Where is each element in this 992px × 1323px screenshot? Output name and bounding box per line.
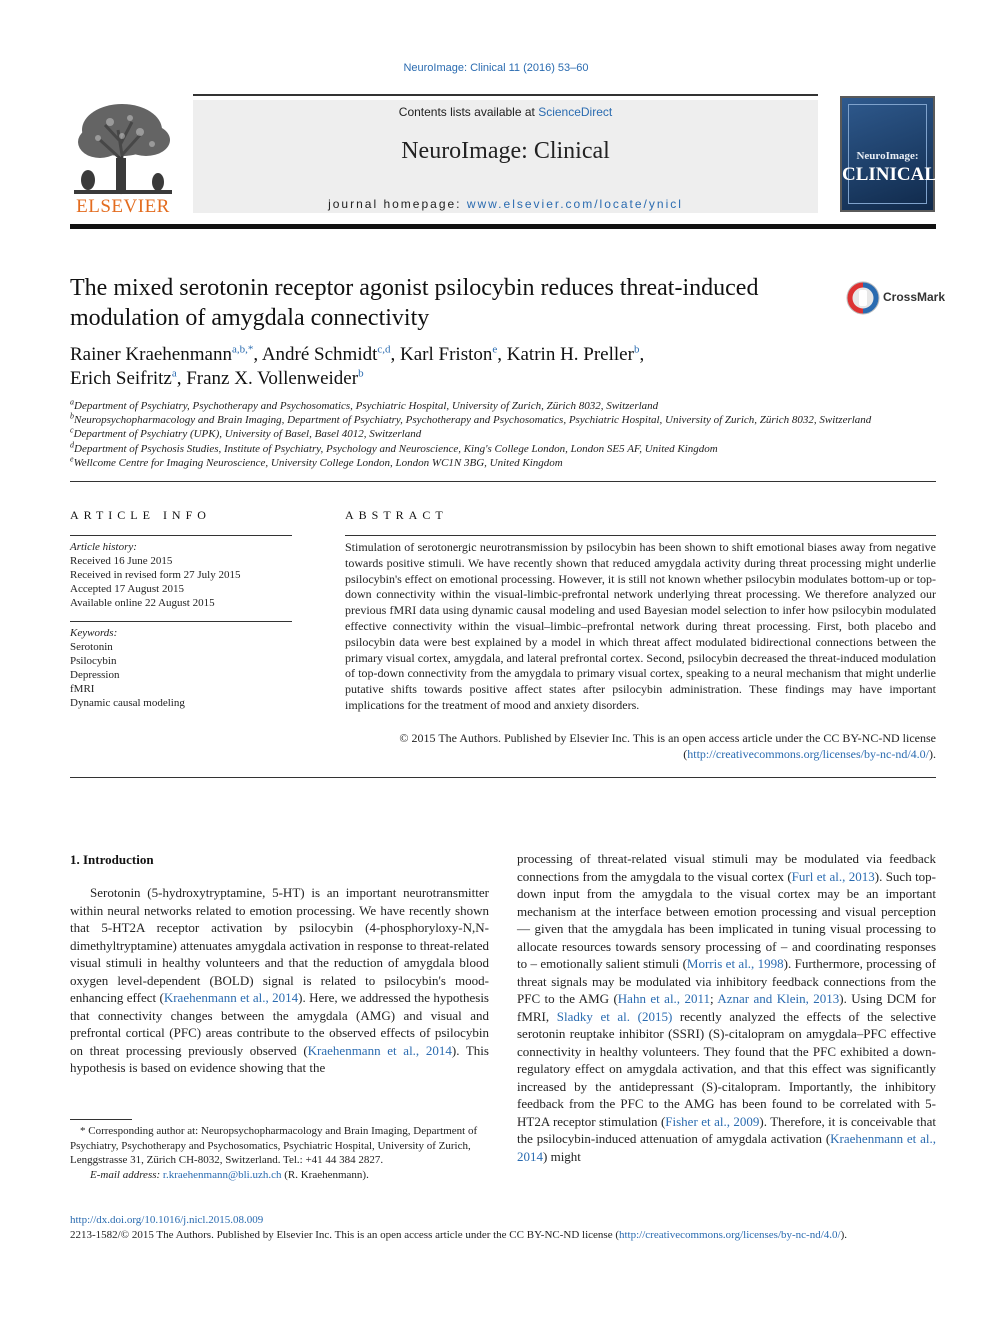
citation-link[interactable]: Furl et al., 2013: [791, 868, 875, 884]
footnote-email-line: [70, 1168, 490, 1183]
affiliation-item: [70, 399, 936, 413]
affiliation-item: [70, 456, 936, 470]
intro-right-column: [517, 850, 936, 1165]
affiliation-marker: e: [70, 454, 74, 464]
author-separator: ,: [497, 344, 507, 365]
email-label: E-mail address:: [90, 1168, 163, 1181]
affiliation-marker: d: [70, 439, 74, 449]
crossmark-label: CrossMark: [883, 290, 946, 304]
author-name[interactable]: Katrin H. Preller: [506, 344, 634, 365]
citation-link[interactable]: Morris et al., 1998: [686, 956, 784, 971]
abstract-bottom-rule: [70, 777, 936, 778]
author-separator: ,: [176, 368, 187, 389]
affiliation-marker: a: [70, 397, 74, 407]
footer-license-link[interactable]: http://creativecommons.org/licenses/by-nc-nd/4.0/: [619, 1229, 841, 1241]
sciencedirect-link[interactable]: ScienceDirect: [538, 105, 613, 119]
author-name[interactable]: Franz X. Vollenweider: [186, 368, 359, 389]
author-list: [70, 343, 936, 391]
body-text: ;: [710, 991, 718, 1006]
body-text: processing of threat-related visual stimuli may be modulated via feedback connections from the amygdala to the visual cortex (: [517, 851, 936, 884]
header-divider: [70, 224, 936, 229]
email-suffix: (R. Kraehenmann).: [281, 1168, 369, 1181]
journal-name: NeuroImage: Clinical: [401, 138, 610, 164]
crossmark-icon: [846, 281, 880, 315]
author-name[interactable]: André Schmidt: [261, 344, 378, 365]
citation-link[interactable]: Kraehenmann et al., 2014: [307, 1042, 452, 1058]
journal-cover-image: [840, 96, 938, 212]
contents-prefix: Contents lists available at: [398, 105, 539, 119]
citation-link[interactable]: Sladky et al. (2015): [556, 1008, 673, 1024]
author-affiliation-marker[interactable]: b: [358, 367, 364, 380]
citation-link[interactable]: Kraehenmann et al., 2014: [517, 1131, 936, 1164]
keywords-label: Keywords:: [70, 627, 118, 639]
affiliation-item: [70, 413, 936, 427]
article-info-heading: ARTICLE INFO: [70, 508, 211, 522]
history-item: Available online 22 August 2015: [70, 597, 215, 609]
doi-link[interactable]: http://dx.doi.org/10.1016/j.nicl.2015.08.009: [70, 1214, 264, 1226]
citation-link[interactable]: Fisher et al., 2009: [665, 1113, 760, 1129]
affiliation-text: Department of Psychiatry, Psychotherapy and Psychosomatics, Psychiatric Hospital, University of Zurich, Zürich 8032, Switzerland: [74, 400, 659, 412]
elsevier-wordmark: ELSEVIER: [76, 196, 170, 217]
email-link[interactable]: r.kraehenmann@bli.uzh.ch: [162, 1168, 282, 1181]
author-separator: ,: [253, 344, 262, 365]
body-text: recently analyzed the effects of the selective serotonin reuptake inhibitor (SSRI) (S)-citalopram on amygdala–PFC effective connectivity in healthy volunteers. They found that the PFC exhibited a down-regulatory effect on amygdala activation, and that this effect was significantly increased by the antidepressant (S)-citalopram. Importantly, the inhibitory feedback from the PFC to the AMG has been found to be correlated with 5-HT2A receptor stimulation (: [517, 1008, 936, 1129]
citation-link[interactable]: Hahn et al., 2011: [617, 991, 710, 1006]
cover-title-line2: CLINICAL: [842, 164, 938, 185]
author-affiliation-marker[interactable]: a: [171, 367, 177, 380]
footnote-rule: [70, 1119, 132, 1120]
author-name[interactable]: Erich Seifritz: [70, 368, 172, 389]
affiliation-divider: [70, 481, 936, 482]
keyword-item: Depression: [70, 669, 120, 681]
affiliation-text: Wellcome Centre for Imaging Neuroscience, University College London, London WC1N 3BG, United Kingdom: [73, 456, 563, 469]
footer-copyright: [70, 1228, 936, 1243]
body-text: ). Such top-down input from the amygdala to the visual cortex may be an important mechanism at the interface between emotion processing and visual perception — given that the amygdala has been implicated in tuning visual processing to allocate resources towards sensory processing of – and coordinating responses to – emotionally salient stimuli (: [517, 868, 937, 971]
affiliation-text: Department of Psychiatry (UPK), University of Basel, Basel 4012, Switzerland: [73, 428, 422, 441]
author-affiliation-marker[interactable]: e: [492, 343, 498, 356]
history-item: Accepted 17 August 2015: [70, 583, 184, 595]
history-label: Article history:: [70, 541, 137, 553]
journal-citation-link[interactable]: NeuroImage: Clinical 11 (2016) 53–60: [403, 62, 589, 74]
footer-copyright-text: 2213-1582/© 2015 The Authors. Published by Elsevier Inc. This is an open access article under the CC BY-NC-ND license (: [70, 1229, 619, 1241]
footnote-text: [70, 1124, 490, 1168]
body-text: Serotonin (5-hydroxytryptamine, 5-HT) is an important neurotransmitter within neural networks related to emotion processing. We have recently shown that 5-HT2A receptor activation by psilocybin (4-phosphoryloxy-N,N-dimethyltryptamine) attenuates amygdala activation in response to threat-related visual stimuli in healthy volunteers and that the reduction of amygdala blood oxygen level-dependent (BOLD) signal is related to psilocybin's mood-enhancing effect (: [70, 885, 489, 1005]
body-text: ). Furthermore, processing of threat signals may be modulated via inhibitory feedback connections from the PFC to the AMG (: [517, 956, 937, 1006]
keyword-item: Serotonin: [70, 641, 113, 653]
contents-line: [193, 105, 818, 119]
author-affiliation-marker[interactable]: b: [633, 343, 640, 356]
body-text: ) might: [543, 1148, 581, 1164]
affiliation-text: Department of Psychosis Studies, Institute of Psychiatry, Psychology and Neuroscience, King's College London, London SE5 AF, United Kingdom: [74, 442, 718, 455]
body-text: ). Here, we addressed the hypothesis that connectivity changes between the amygdala (AMG) and visual and prefrontal cortical (PFC) areas contribute to the observed effects of psilocybin on threat processing previously observed (: [70, 990, 489, 1058]
affiliation-item: [70, 439, 936, 456]
author-affiliation-marker[interactable]: c,d: [377, 343, 391, 356]
history-item: Received 16 June 2015: [70, 555, 173, 567]
history-item: Received in revised form 27 July 2015: [70, 569, 241, 581]
corresponding-author-footnote: [70, 1124, 490, 1182]
author-name[interactable]: Rainer Kraehenmann: [70, 344, 232, 365]
footnote-marker: *: [80, 1125, 86, 1137]
crossmark-button[interactable]: [846, 281, 946, 315]
homepage-prefix: journal homepage:: [328, 197, 467, 211]
affiliation-item: [70, 427, 936, 441]
keywords-rule: [70, 621, 292, 622]
body-text: ). Therefore, it is conceivable that the psilocybin-induced attenuation of amygdala activation (: [517, 1113, 936, 1146]
affiliation-marker: c: [70, 425, 74, 435]
footer-copyright-end: ).: [840, 1229, 848, 1241]
cover-title-line1: NeuroImage:: [856, 150, 919, 162]
keyword-item: Psilocybin: [70, 655, 117, 667]
keyword-item: Dynamic causal modeling: [70, 697, 185, 709]
footnote-body: Corresponding author at: Neuropsychopharmacology and Brain Imaging, Department of Psychiatry, Psychotherapy and Psychosomatics, Psychiatric Hospital, University of Zurich, Lenggstrasse 31, Zürich CH-8032, Switzerland. Tel.: +41 44 384 2827.: [70, 1125, 478, 1166]
abstract-copyright-text: © 2015 The Authors. Published by Elsevier Inc. This is an open access article under the CC BY-NC-ND license: [399, 731, 936, 745]
abstract-rule: [345, 535, 936, 536]
author-separator: ,: [639, 344, 645, 365]
affiliation-list: [70, 399, 936, 470]
keyword-item: fMRI: [70, 683, 95, 695]
homepage-line: [193, 197, 818, 211]
page-footer: [70, 1213, 936, 1243]
body-text: ). This hypothesis is based on evidence showing that the: [70, 1042, 489, 1075]
homepage-link[interactable]: www.elsevier.com/locate/ynicl: [466, 197, 683, 211]
abstract-heading: ABSTRACT: [345, 508, 448, 522]
author-affiliation-marker[interactable]: a,b,*: [231, 343, 254, 356]
abstract-license-link[interactable]: http://creativecommons.org/licenses/by-nc-nd/4.0/: [687, 746, 929, 761]
affiliation-marker: b: [70, 411, 74, 421]
citation-link[interactable]: Kraehenmann et al., 2014: [163, 990, 299, 1005]
intro-left-column: [70, 884, 489, 1077]
affiliation-text: Neuropsychopharmacology and Brain Imaging, Department of Psychiatry, Psychotherapy and Psychosomatics, Psychiatric Hospital, University of Zurich, Zürich 8032, Switzerland: [74, 414, 872, 427]
body-text: ). Using DCM for fMRI,: [517, 991, 936, 1024]
abstract-copyright: © 2015 The Authors. Published by Elsevier Inc. This is an open access article under the CC BY-NC-ND license (http://creativecommons.org/licenses/by-nc-nd/4.0/).: [399, 731, 936, 761]
keywords-block: [70, 626, 292, 710]
citation-link[interactable]: Aznar and Klein, 2013: [717, 991, 840, 1006]
author-separator: ,: [390, 344, 401, 365]
article-history: [70, 540, 292, 610]
author-name[interactable]: Karl Friston: [400, 344, 493, 365]
article-title: The mixed serotonin receptor agonist psilocybin reduces threat-induced modulation of amygdala connectivity: [70, 275, 759, 331]
section-heading-introduction: 1. Introduction: [70, 852, 154, 867]
header-top-rule: [193, 94, 818, 96]
article-info-rule: [70, 535, 292, 536]
abstract-text: Stimulation of serotonergic neurotransmission by psilocybin has been shown to shift emotional biases away from negative towards positive stimuli. We have recently shown that reduced amygdala activity during threat processing might underlie psilocybin's effect on emotional processing. However, it is still not known whether psilocybin modulates bottom-up or top-down connectivity within the visual-limbic-prefrontal network underlying threat processing. We therefore analyzed our previous fMRI data using dynamic causal modeling and used Bayesian model selection to infer how psilocybin modulated effective connectivity within the visual–limbic–prefrontal network during threat processing. First, both placebo and psilocybin data were best explained by a model in which threat affect modulated bidirectional connections between the primary visual cortex, amygdala, and lateral prefrontal cortex. Second, psilocybin decreased the threat-induced modulation of top-down connectivity from the amygdala to primary visual cortex, speaking to a neural mechanism that might underlie putative shifts towards positive affect states after psilocybin administration. These findings may have important implications for the treatment of mood and anxiety disorders.: [345, 540, 936, 712]
